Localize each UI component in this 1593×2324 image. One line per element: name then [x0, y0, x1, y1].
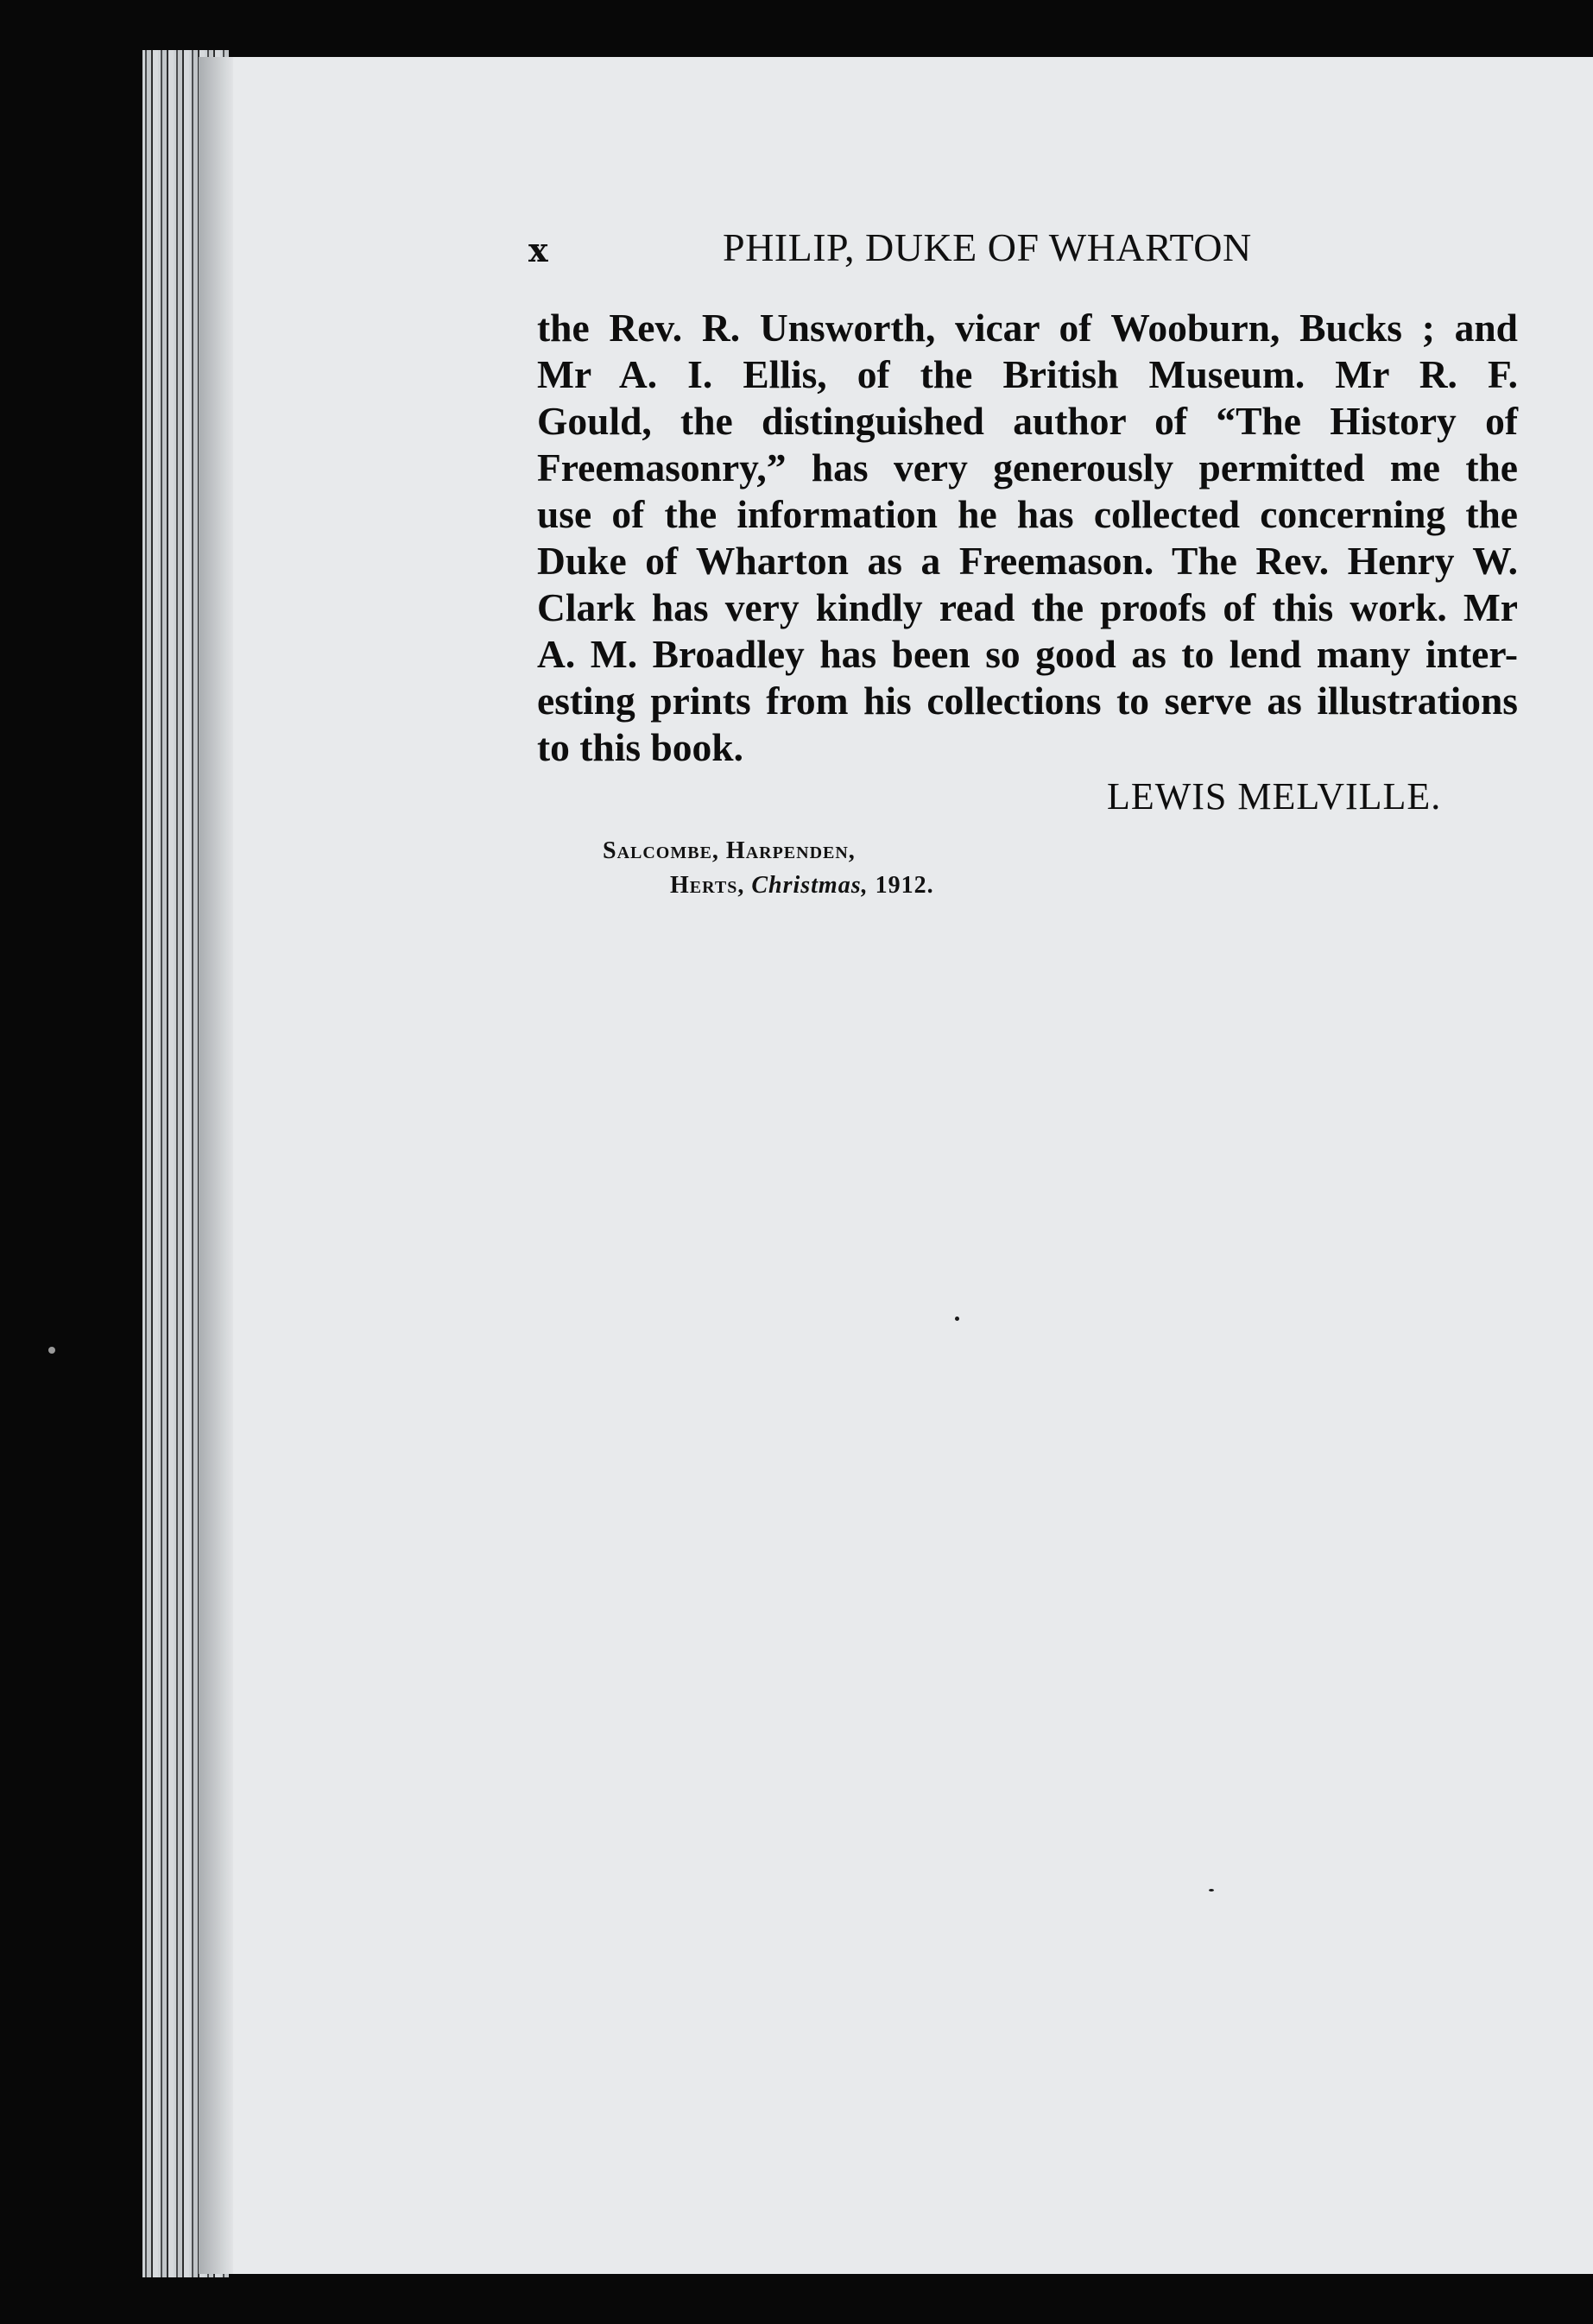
- scan-speck: [1209, 1889, 1214, 1891]
- author-signature: LEWIS MELVILLE.: [1107, 775, 1442, 818]
- running-head: [528, 221, 1392, 283]
- text-line: Mr A. I. Ellis, of the British Museum. Mr R. F.: [537, 352, 1518, 396]
- text-line: A. M. Broadley has been so good as to lend many inter-: [537, 632, 1518, 676]
- dateline-year: 1912.: [875, 872, 934, 899]
- dateline-season: Christmas,: [751, 872, 869, 899]
- running-head-title: PHILIP, DUKE OF WHARTON: [723, 225, 1252, 269]
- scan-speck: [955, 1317, 959, 1321]
- text-line: Gould, the distinguished author of “The History of: [537, 399, 1518, 443]
- text-line: Clark has very kindly read the proofs of this work. Mr: [537, 585, 1518, 629]
- page-number: x: [528, 231, 548, 269]
- body-paragraph: [537, 305, 1518, 771]
- dateline-date: [603, 868, 934, 903]
- text-line: Duke of Wharton as a Freemason. The Rev. Henry W.: [537, 539, 1518, 583]
- gutter-shadow: [199, 57, 233, 2274]
- text-line: to this book.: [537, 725, 743, 769]
- dateline-place: Salcombe, Harpenden,: [603, 837, 856, 864]
- dateline-county: Herts,: [670, 872, 745, 899]
- scan-speck: [48, 1347, 55, 1354]
- dateline: [603, 834, 934, 903]
- text-line: the Rev. R. Unsworth, vicar of Wooburn, Bucks ; and: [537, 306, 1518, 350]
- text-line: Freemasonry,” has very generously permitted me the: [537, 445, 1518, 489]
- text-line: use of the information he has collected concerning the: [537, 492, 1518, 536]
- text-line: esting prints from his collections to serve as illustrations: [537, 679, 1518, 723]
